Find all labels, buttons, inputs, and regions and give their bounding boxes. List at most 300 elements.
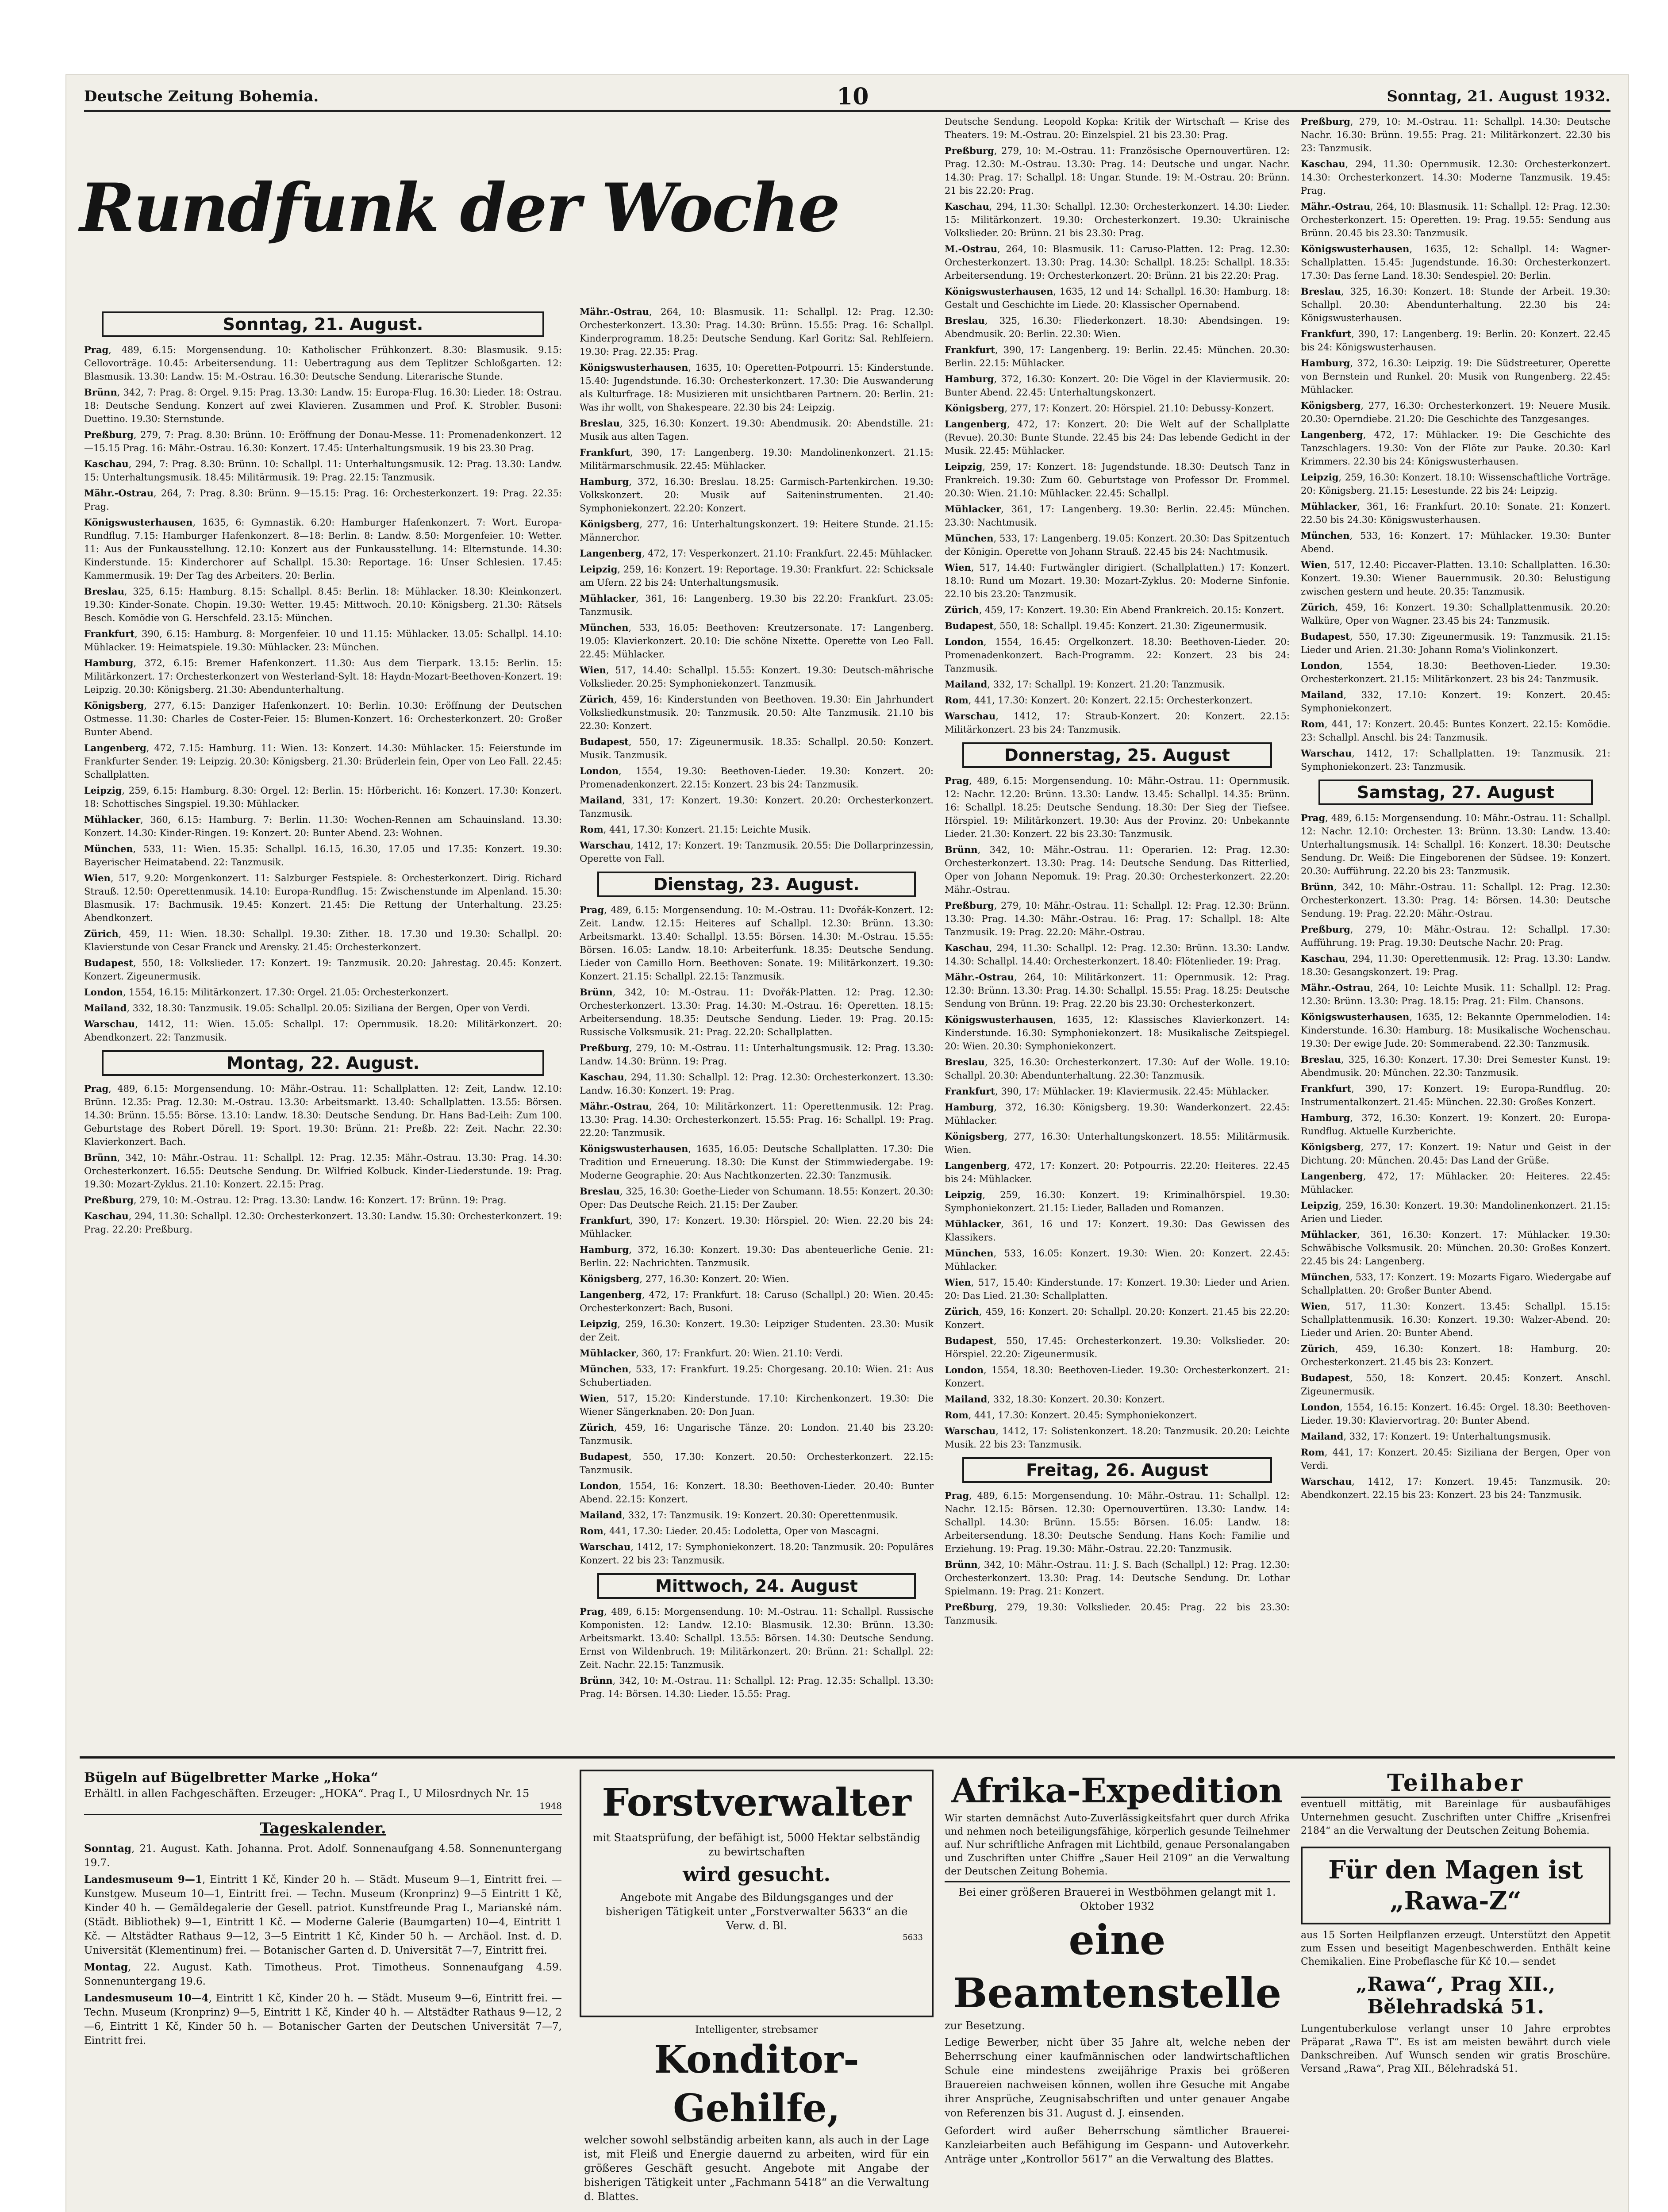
program-entry: Hamburg, 372, 16.30: Leipzig. 19: Die Südstreeturer, Operette von Bernstein und Runkel. 20: Musik von Rungenberg. 22.45: Mühlacker. xyxy=(1301,357,1610,395)
forstverwalter-title: Forstverwalter xyxy=(602,1780,911,1825)
program-entry: Königsberg, 277, 17: Konzert. 19: Natur und Geist in der Dichtung. 20: München. 20.45: Das Land der Grüße. xyxy=(1301,1141,1610,1166)
station-name: Kaschau xyxy=(84,1210,129,1221)
program-entry: Leipzig, 259, 16.30: Konzert. 19.30: Mandolinenkonzert. 21.15: Arien und Lieder. xyxy=(1301,1200,1610,1224)
station-name: Rom xyxy=(945,1409,969,1421)
day-heading-saturday: Samstag, 27. August xyxy=(1318,780,1593,805)
program-entry: Budapest, 550, 17.30: Konzert. 20.50: Orchesterkonzert. 22.15: Tanzmusik. xyxy=(580,1451,934,1475)
station-name: Zürich xyxy=(1301,602,1335,613)
program-entry: Mähr.-Ostrau, 264, 7: Prag. 8.30: Brünn. 9—15.15: Prag. 16: Orchesterkonzert. 19: Prag. 22.35: Prag. xyxy=(84,488,562,512)
program-entry: Wien, 517, 15.20: Kinderstunde. 17.10: Kirchenkonzert. 19.30: Die Wiener Sängerknaben. 20: Don Juan. xyxy=(580,1393,934,1417)
program-entry: Mühlacker, 361, 16: Langenberg. 19.30 bis 22.20: Frankfurt. 23.05: Tanzmusik. xyxy=(580,593,934,617)
program-entry: Frankfurt, 390, 17: Mühlacker. 19: Klaviermusik. 22.45: Mühlacker. xyxy=(945,1086,1269,1097)
station-name: Königsberg xyxy=(1301,1141,1361,1152)
program-entry: Preßburg, 279, 19.30: Volkslieder. 20.45: Prag. 22 bis 23.30: Tanzmusik. xyxy=(945,1601,1290,1626)
program-entry: Sonntag, 21. August. Kath. Johanna. Prot. Adolf. Sonnenaufgang 4.58. Sonnenuntergang 19.7. xyxy=(84,1843,562,1869)
station-name: Breslau xyxy=(945,1056,985,1068)
program-entry: Zürich, 459, 16: Konzert. 20: Schallpl. 20.20: Konzert. 21.45 bis 22.20: Konzert. xyxy=(945,1306,1290,1330)
program-entry: München, 533, 16: Konzert. 17: Mühlacker. 19.30: Bunter Abend. xyxy=(1301,530,1610,554)
program-entry: Königsberg, 277, 6.15: Danziger Hafenkonzert. 10: Berlin. 10.30: Eröffnung der Deutschen Ostmesse. 11.30: Charles de Coster-Feier. 15: Blumen-Konzert. 16: Orchesterkonzert. 20: Großer Bunter Abend. xyxy=(84,700,562,737)
station-name: Mähr.-Ostrau xyxy=(580,306,650,317)
program-entry: Montag, 22. August. Kath. Timotheus. Prot. Timotheus. Sonnenaufgang 4.59. Sonnenuntergang 19.6. xyxy=(84,1961,562,1987)
program-entry: Frankfurt, 390, 17: Langenberg. 19.30: Mandolinenkonzert. 21.15: Militärmarschmusik. 22.45: Mühlacker. xyxy=(580,447,934,471)
station-name: Warschau xyxy=(580,840,631,851)
program-entry: Warschau, 1412, 17: Konzert. 19: Tanzmusik. 20.55: Die Dollarprinzessin, Operette von Fall. xyxy=(580,840,934,864)
station-name: Sonntag xyxy=(84,1843,132,1855)
program-entry: Mailand, 332, 18.30: Konzert. 20.30: Konzert. xyxy=(945,1394,1165,1405)
station-name: Budapest xyxy=(580,736,629,747)
station-name: Mailand xyxy=(945,1394,988,1405)
station-name: Langenberg xyxy=(1301,429,1363,440)
station-name: Montag xyxy=(84,1961,128,1973)
station-name: Prag xyxy=(84,1083,109,1094)
program-entry: Warschau, 1412, 17: Straub-Konzert. 20: Konzert. 22.15: Militärkonzert. 23 bis 24: Tanzmusik. xyxy=(945,710,1290,735)
program-entry: Mailand, 332, 17: Schallpl. 19: Konzert. 21.20: Tanzmusik. xyxy=(945,679,1225,690)
buegel-ad-code: 1948 xyxy=(539,1801,562,1811)
program-list-c3c xyxy=(945,1489,1290,1627)
program-entry: Mühlacker, 361, 17: Langenberg. 19.30: Berlin. 22.45: München. 23.30: Nachtmusik. xyxy=(945,503,1290,528)
station-name: Wien xyxy=(580,1393,606,1404)
program-entry: Langenberg, 472, 17: Frankfurt. 18: Caruso (Schallpl.) 20: Wien. 20.45: Orchesterkonzert: Bach, Busoni. xyxy=(580,1289,934,1313)
program-entry: Königsberg, 277, 16.30: Konzert. 20: Wien. xyxy=(580,1273,789,1284)
station-name: Landesmuseum 9—1 xyxy=(84,1874,202,1886)
station-name: Warschau xyxy=(84,1018,135,1029)
program-entry: Mähr.-Ostrau, 264, 10: Militärkonzert. 11: Opernmusik. 12: Prag. 12.30: Brünn. 13.30: Prag. 14.30: Schallpl. 15.55: Prag. 18.25: Deutsche Sendung von Brünn. 19: Prag. 22.20 bis 23.30: Orchesterkonzert. xyxy=(945,972,1290,1009)
program-entry: Wien, 517, 12.40: Piccaver-Platten. 13.10: Schallplatten. 16.30: Konzert. 19.30: Wiener Bauernmusik. 20.30: Belustigung zwischen gestern und heute. 20.35: Tanzmusik. xyxy=(1301,559,1610,597)
station-name: Mühlacker xyxy=(945,1218,1001,1229)
station-name: Brünn xyxy=(945,1559,978,1570)
program-list-c3a xyxy=(945,115,1290,736)
program-entry: London, 1554, 16.45: Orgelkonzert. 18.30: Beethoven-Lieder. 20: Promenadenkonzert. Bach-Programm. 22: Konzert. 23 bis 24: Tanzmusik. xyxy=(945,636,1290,674)
beamten-title: eine Beamtenstelle xyxy=(953,1916,1282,2017)
program-entry: Leipzig, 259, 16.30: Konzert. 18.10: Wissenschaftliche Vorträge. 20: Königsberg. 21.15: Lesestunde. 22 bis 24: Leipzig. xyxy=(1301,472,1610,496)
station-name: Kaschau xyxy=(945,942,989,953)
program-entry: London, 1554, 16.15: Militärkonzert. 17.30: Orgel. 21.05: Orchesterkonzert. xyxy=(84,987,449,998)
forstverwalter-body2: Angebote mit Angabe des Bildungsganges und der bisherigen Tätigkeit unter „Forstverwalter 5633“ an die Verw. d. Bl. xyxy=(605,1891,908,1932)
program-entry: Preßburg, 279, 10: M.-Ostrau. 12: Prag. 13.30: Landw. 16: Konzert. 17: Brünn. 19: Prag. xyxy=(84,1194,507,1206)
station-name: Rom xyxy=(580,824,603,835)
program-entry: Landesmuseum 10—4, Eintritt 1 Kč, Kinder 20 h. — Städt. Museum 9—6, Eintritt frei. — Techn. Museum (Kronprinz) 9—5, Eintritt 1 Kč, Kinder 40 h. — Altstädter Rathaus 9—12, 2—6, Eintritt 1 Kč, Kinder 50 h. — Botanischer Garten der Deutschen Universität 7—7, Eintritt frei. xyxy=(84,1992,562,2047)
program-entry: Frankfurt, 390, 17: Langenberg. 19: Berlin. 20: Konzert. 22.45 bis 24: Königswusterhausen. xyxy=(1301,328,1610,353)
day-heading-monday: Montag, 22. August. xyxy=(102,1050,544,1076)
station-name: Mühlacker xyxy=(580,1348,636,1359)
column-1 xyxy=(84,305,562,1239)
station-name: Zürich xyxy=(580,694,614,705)
station-name: Breslau xyxy=(84,586,124,597)
program-entry: Frankfurt, 390, 17: Konzert. 19: Europa-Rundflug. 20: Instrumentalkonzert. 21.45: München. 22.30: Großes Konzert. xyxy=(1301,1083,1610,1107)
program-entry: Rom, 441, 17: Konzert. 20.45: Buntes Konzert. 22.15: Komödie. 23: Schallpl. Anschl. bis 24: Tanzmusik. xyxy=(1301,718,1610,743)
station-name: Mühlacker xyxy=(580,593,636,604)
day-heading-friday: Freitag, 26. August xyxy=(962,1457,1272,1483)
station-name: Königswusterhausen xyxy=(84,517,193,528)
program-entry: Königswusterhausen, 1635, 12 und 14: Schallpl. 16.30: Hamburg. 18: Gestalt und Geschichte im Liede. 20: Klassischer Opernabend. xyxy=(945,286,1290,310)
program-entry: Mähr.-Ostrau, 264, 10: Blasmusik. 11: Schallpl. 12: Prag. 12.30: Orchesterkonzert. 13.30: Prag. 14.30: Brünn. 15.55: Prag. 16: Schallpl. Kinderprogramm. 18.25: Deutsche Sendung. Karl Goritz: Sal. Rehlfeiern. 19.30: Prag. 22.35: Prag. xyxy=(580,306,934,357)
station-name: Königswusterhausen xyxy=(1301,243,1410,254)
station-name: Mähr.-Ostrau xyxy=(1301,982,1371,993)
program-entry: Frankfurt, 390, 6.15: Hamburg. 8: Morgenfeier. 10 und 11.15: Mühlacker. 13.05: Schallpl. 14.10: Mühlacker. 19: Heimatspiele. 19.30: Mühlacker. 23: München. xyxy=(84,628,562,653)
program-entry: Breslau, 325, 16.30: Orchesterkonzert. 17.30: Auf der Wolle. 19.10: Schallpl. 20.30: Abendunterhaltung. 22.30: Tanzmusik. xyxy=(945,1056,1290,1081)
station-name: Brünn xyxy=(1301,881,1334,892)
program-entry: Preßburg, 279, 7: Prag. 8.30: Brünn. 10: Eröffnung der Donau-Messe. 11: Promenadenkonzert. 12—15.15 Prag. 16: Mähr.-Ostrau. 16.30: Konzert. 17.45: Unterhaltungsmusik. 19 bis 23.30 Prag. xyxy=(84,429,562,453)
station-name: Mühlacker xyxy=(84,814,141,825)
konditor-kicker: Intelligenter, strebsamer xyxy=(695,2024,818,2035)
program-entry: München, 533, 16.05: Beethoven: Kreutzersonate. 17: Langenberg. 19.05: Klavierkonzert. 20.10: Die schöne Nixette. Operette von Leo Fall. 22.45: Mühlacker. xyxy=(580,622,934,660)
program-entry: Leipzig, 259, 16: Konzert. 19: Reportage. 19.30: Frankfurt. 22: Schicksale am Ufern. 22 bis 24: Unterhaltungsmusik. xyxy=(580,564,934,588)
program-entry: München, 533, 11: Wien. 15.35: Schallpl. 16.15, 16.30, 17.05 und 17.35: Konzert. 19.30: Bayerischer Heimatabend. 22: Tanzmusik. xyxy=(84,843,562,868)
header-left: Deutsche Zeitung Bohemia. xyxy=(84,88,319,105)
station-name: Preßburg xyxy=(84,429,134,440)
program-entry: Hamburg, 372, 16.30: Breslau. 18.25: Garmisch-Partenkirchen. 19.30: Volkskonzert. 20: Musik auf Saiteninstrumenten. 21.40: Symphoniekonzert. 22.20: Konzert. xyxy=(580,476,934,514)
program-entry: Prag, 489, 6.15: Morgensendung. 10: M.-Ostrau. 11: Schallpl. Russische Komponisten. 12: Landw. 12.10: Blasmusik. 12.30: Brünn. 13.30: Arbeitsmarkt. 13.40: Schallpl. 13.55: Börsen. 14.30: Deutsche Sendung. Ernst von Wildenbruch. 19: Militärkonzert. 20: Brünn. 21: Schallpl. 22: Zeit. Nachr. 22.15: Tanzmusik. xyxy=(580,1606,934,1670)
program-entry: Wien, 517, 15.40: Kinderstunde. 17: Konzert. 19.30: Lieder und Arien. 20: Das Lied. 21.30: Schallplatten. xyxy=(945,1277,1290,1301)
program-entry: Kaschau, 294, 11.30: Schallpl. 12: Prag. 12.30: Orchesterkonzert. 13.30: Landw. 16.30: Konzert. 19: Prag. xyxy=(580,1071,934,1096)
station-name: München xyxy=(1301,1271,1350,1283)
program-entry: Breslau, 325, 16.30: Goethe-Lieder von Schumann. 18.55: Konzert. 20.30: Oper: Das Deutsche Reich. 21.15: Der Zauber. xyxy=(580,1186,934,1210)
station-name: Leipzig xyxy=(945,461,983,472)
program-entry: Wien, 517, 14.40: Schallpl. 15.55: Konzert. 19.30: Deutsch-mährische Volkslieder. 20.25: Symphoniekonzert. Tanzmusik. xyxy=(580,664,934,689)
station-name: Mailand xyxy=(945,679,988,690)
program-entry: Rom, 441, 17.30: Konzert. 21.15: Leichte Musik. xyxy=(580,824,811,835)
rawaz-body: aus 15 Sorten Heilpflanzen erzeugt. Unterstützt den Appetit zum Essen und beseitigt Magenbeschwerden. Enthält keine Chemikalien. Eine Probeflasche für Kč 10.— sendet xyxy=(1301,1930,1610,1967)
program-entry: Mailand, 332, 18.30: Tanzmusik. 19.05: Schallpl. 20.05: Siziliana der Bergen, Oper von Verdi. xyxy=(84,1002,530,1014)
station-name: Hamburg xyxy=(1301,357,1350,369)
station-name: Frankfurt xyxy=(580,447,630,458)
station-name: Warschau xyxy=(1301,748,1352,759)
program-entry: Zürich, 459, 16: Kinderstunden von Beethoven. 19.30: Ein Jahrhundert Volksliedkunstmusik. 20: Tanzmusik. 20.50: Alte Tanzmusik. 21.10 bis 22.30: Konzert. xyxy=(580,694,934,731)
program-entry: Preßburg, 279, 10: M.-Ostrau. 11: Französische Opernouvertüren. 12: Prag. 12.30: M.-Ostrau. 13.30: Prag. 14: Deutsche und ungar. Nachr. 14.30: Prag. 17: Schallpl. 18: Ungar. Stunde. 19: M.-Ostrau. 20: Brünn. 21 bis 22.20: Prag. xyxy=(945,145,1290,196)
station-name: Preßburg xyxy=(945,900,994,911)
station-name: London xyxy=(945,636,984,647)
program-entry: Kaschau, 294, 11.30: Schallpl. 12.30: Orchesterkonzert. 13.30: Landw. 15.30: Orchesterkonzert. 19: Prag. 22.20: Preßburg. xyxy=(84,1210,562,1235)
station-name: Königsberg xyxy=(580,1273,640,1284)
station-name: Preßburg xyxy=(1301,116,1350,127)
program-entry: Budapest, 550, 18: Konzert. 20.45: Konzert. Anschl. Zigeunermusik. xyxy=(1301,1372,1610,1397)
program-entry: Prag, 489, 6.15: Morgensendung. 10: Mähr.-Ostrau. 11: Schallpl. 12: Nachr. 12.10: Orchester. 13: Brünn. 13.30: Landw. 13.40: Unterhaltungsmusik. 14: Schallpl. 16: Konzert. 18.30: Deutsche Sendung. Dr. Weiß: Die Eingeborenen der Südsee. 19: Konzert. 20.30: Aufführung. 22.20 bis 23: Tanzmusik. xyxy=(1301,812,1610,876)
station-name: Brünn xyxy=(84,1152,117,1163)
station-name: Zürich xyxy=(580,1422,614,1433)
station-name: Prag xyxy=(945,1490,969,1501)
program-entry: Kaschau, 294, 11.30: Schallpl. 12: Prag. 12.30: Brünn. 13.30: Landw. 14.30: Schallpl. 14.40: Orchesterkonzert. 18.40: Flötenlieder. 19: Prag. xyxy=(945,942,1290,967)
program-entry: Hamburg, 372, 16.30: Konzert. 19: Konzert. 20: Europa-Rundflug. Aktuelle Kurzberichte. xyxy=(1301,1112,1610,1137)
station-name: Kaschau xyxy=(580,1071,624,1083)
newspaper-page xyxy=(66,75,1628,2212)
ads-divider xyxy=(80,1756,1615,1759)
station-name: Kaschau xyxy=(1301,158,1345,169)
station-name: München xyxy=(945,1248,994,1259)
program-entry: Warschau, 1412, 17: Solistenkonzert. 18.20: Tanzmusik. 20.20: Leichte Musik. 22 bis 23: Tanzmusik. xyxy=(945,1425,1290,1450)
program-list-c1a xyxy=(84,343,562,1044)
station-name: Langenberg xyxy=(580,548,642,559)
program-entry: Mailand, 332, 17: Tanzmusik. 19: Konzert. 20.30: Operettenmusik. xyxy=(580,1509,898,1521)
program-entry: Königswusterhausen, 1635, 10: Operetten-Potpourri. 15: Kinderstunde. 15.40: Jugendstunde. 16.30: Orchesterkonzert. 17.30: Die Auswanderung als Kulturfrage. 18: Musizieren mit unsichtbaren Partnern. 20: Berlin. 21: Was ihr wollt, von Shakespeare. 22.30 bis 24: Leipzig. xyxy=(580,362,934,413)
station-name: Frankfurt xyxy=(580,1215,630,1226)
program-list-c2c xyxy=(580,1605,934,1701)
station-name: Landesmuseum 10—4 xyxy=(84,1992,209,2004)
station-name: Preßburg xyxy=(580,1042,629,1053)
program-entry: Königswusterhausen, 1635, 12: Schallpl. 14: Wagner-Schallplatten. 15.45: Jugendstunde. 16.30: Orchesterkonzert. 17.30: Das ferne Land. 18.30: Sendespiel. 20: Berlin. xyxy=(1301,243,1610,281)
program-entry: Budapest, 550, 18: Schallpl. 19.45: Konzert. 21.30: Zigeunermusik. xyxy=(945,620,1267,631)
station-name: Königsberg xyxy=(945,1131,1005,1142)
program-entry: Zürich, 459, 16: Konzert. 19.30: Schallplattenmusik. 20.20: Walküre, Oper von Wagner. 23.45 bis 24: Tanzmusik. xyxy=(1301,602,1610,626)
station-name: München xyxy=(945,533,994,544)
station-name: Mühlacker xyxy=(1301,501,1357,512)
program-entry: Königswusterhausen, 1635, 16.05: Deutsche Schallplatten. 17.30: Die Tradition und Erneuerung. 18.30: Die Kunst der Stimmwiedergabe. 19: Moderne Geographie. 20: Aus Nachtkonzerten. 22.30: Tanzmusik. xyxy=(580,1143,934,1181)
program-list-c3b xyxy=(945,774,1290,1451)
program-list-c2b xyxy=(580,903,934,1567)
station-name: London xyxy=(580,1480,619,1491)
station-name: München xyxy=(84,843,133,854)
station-name: Budapest xyxy=(1301,1372,1350,1383)
program-entry: München, 533, 16.05: Konzert. 19.30: Wien. 20: Konzert. 22.45: Mühlacker. xyxy=(945,1248,1290,1272)
station-name: Rom xyxy=(580,1525,603,1536)
program-entry: Wien, 517, 14.40: Furtwängler dirigiert. (Schallplatten.) 17: Konzert. 18.10: Rund um Mozart. 19.30: Mozart-Zyklus. 20: Moderne Sinfonie. 22.10 bis 23.20: Tanzmusik. xyxy=(945,562,1290,599)
day-heading-thursday: Donnerstag, 25. August xyxy=(962,742,1272,768)
station-name: Mailand xyxy=(84,1002,127,1014)
program-entry: Brünn, 342, 10: M.-Ostrau. 11: Schallpl. 12: Prag. 12.35: Schallpl. 13.30: Prag. 14: Börsen. 14.30: Lieder. 15.55: Prag. xyxy=(580,1675,934,1699)
station-name: Hamburg xyxy=(945,373,994,384)
program-entry: München, 533, 17: Konzert. 19: Mozarts Figaro. Wiedergabe auf Schallplatten. 20: Großer Bunter Abend. xyxy=(1301,1271,1610,1296)
station-name: Frankfurt xyxy=(1301,328,1352,339)
program-entry: Mühlacker, 361, 16 und 17: Konzert. 19.30: Das Gewissen des Klassikers. xyxy=(945,1218,1290,1243)
program-entry: Breslau, 325, 16.30: Konzert. 17.30: Drei Semester Kunst. 19: Abendmusik. 20: München. 22.30: Tanzmusik. xyxy=(1301,1054,1610,1078)
program-entry: Hamburg, 372, 16.30: Königsberg. 19.30: Wanderkonzert. 22.45: Mühlacker. xyxy=(945,1102,1290,1126)
station-name: Brünn xyxy=(945,844,978,855)
konditor-body: welcher sowohl selbständig arbeiten kann, als auch in der Lage ist, mit Fleiß und Energie dauernd zu arbeiten, wird für ein größeres Geschäft gesucht. Angebote mit Angabe der bisherigen Tätigkeit unter „Fachmann 5418“ an die Verwaltung d. Blattes. xyxy=(584,2134,929,2203)
station-name: Budapest xyxy=(580,1451,629,1462)
program-entry: Preßburg, 279, 10: Mähr.-Ostrau. 12: Schallpl. 17.30: Aufführung. 19: Prag. 19.30: Deutsche Nachr. 20: Prag. xyxy=(1301,924,1610,948)
station-name: London xyxy=(1301,660,1340,671)
konditor-title: Konditor-Gehilfe, xyxy=(654,2037,859,2131)
station-name: London xyxy=(580,765,619,776)
program-entry: Langenberg, 472, 7.15: Hamburg. 11: Wien. 13: Konzert. 14.30: Mühlacker. 15: Feierstunde im Frankfurter Sender. 19: Leipzig. 20.30: Königsberg. 21.30: Brüderlein fein, Oper von Leo Fall. 22.45: Schallplatten. xyxy=(84,742,562,780)
program-entry: Brünn, 342, 10: M.-Ostrau. 11: Dvořák-Platten. 12: Prag. 12.30: Orchesterkonzert. 13.30: Prag. 14.30: M.-Ostrau. 16: Operetten. 18.15: Arbeitersendung. 18.35: Deutsche Sendung. Lieder. 19: Prag. 20.15: Russische Volksmusik. 21: Prag. 22.20: Schallplatten. xyxy=(580,987,934,1037)
station-name: Kaschau xyxy=(1301,953,1345,964)
station-name: Hamburg xyxy=(580,476,629,487)
program-entry: Kaschau, 294, 11.30: Schallpl. 12.30: Orchesterkonzert. 14.30: Lieder. 15: Militärkonzert. 19.30: Orchesterkonzert. 19.30: Ukrainische Volkslieder. 20: Brünn. 21 bis 23.30: Prag. xyxy=(945,201,1290,238)
program-list-c1b xyxy=(84,1082,562,1236)
station-name: Mähr.-Ostrau xyxy=(84,488,154,499)
station-name: Zürich xyxy=(84,928,119,939)
rawaz-body2: Lungentuberkulose verlangt unser 10 Jahre erprobtes Präparat „Rawa T“. Es ist am meisten bewährt durch viele Dankschreiben. Auf Wunsch senden wir gratis Broschüre. Versand „Rawa“, Prag XII., Bělehradská 51. xyxy=(1301,2024,1610,2074)
station-name: Breslau xyxy=(1301,286,1341,297)
rawaz-ad xyxy=(1301,1847,1610,1924)
station-name: Langenberg xyxy=(945,1160,1007,1171)
day-heading-wednesday: Mittwoch, 24. August xyxy=(597,1573,916,1599)
day-heading-tuesday: Dienstag, 23. August. xyxy=(597,872,916,897)
station-name: Leipzig xyxy=(580,564,618,575)
column-4 xyxy=(1301,115,1610,1504)
program-entry: Preßburg, 279, 10: Mähr.-Ostrau. 11: Schallpl. 12: Prag. 12.30: Brünn. 13.30: Prag. 14.30: Mähr.-Ostrau. 16: Prag. 17: Schallpl. 18: Alte Tanzmusik. 19: Prag. 22.20: Mähr.-Ostrau. xyxy=(945,900,1290,937)
program-entry: Landesmuseum 9—1, Eintritt 1 Kč, Kinder 20 h. — Städt. Museum 9—1, Eintritt frei. — Kunstgew. Museum 10—1, Eintritt frei. — Techn. Museum (Kronprinz) 9—5 Eintritt 1 Kč, Kinder 40 h. — Gemäldegalerie der Gesell. patriot. Kunstfreunde Prag I., Marianské nám. (Städt. Bibliothek) 9—1, Eintritt 1 Kč. — Moderne Galerie (Baumgarten) 10—4, Eintritt 1 Kč. — Altstädter Rathaus 9—12, 3—5 Eintritt 1 Kč, Kinder 50 h. — Archäol. Inst. d. D. Universität (Klementinum) frei. — Botanischer Garten d. D. Universität 7—7, Eintritt frei. xyxy=(84,1874,562,1956)
program-entry: Rom, 441, 17.30: Konzert. 20: Konzert. 22.15: Orchesterkonzert. xyxy=(945,695,1253,706)
station-name: Wien xyxy=(84,872,111,883)
station-name: Leipzig xyxy=(84,785,122,796)
forstverwalter-highlight: wird gesucht. xyxy=(683,1863,830,1886)
station-name: Budapest xyxy=(945,620,994,631)
program-entry: Mühlacker, 361, 16.30: Konzert. 17: Mühlacker. 19.30: Schwäbische Volksmusik. 20: München. 20.30: Großes Konzert. 22.45 bis 24: Langenberg. xyxy=(1301,1229,1610,1267)
ads-column-1 xyxy=(84,1770,562,2212)
buegel-ad-title: Bügeln auf Bügelbretter Marke „Hoka“ xyxy=(84,1770,378,1786)
station-name: Wien xyxy=(945,562,971,573)
masthead: Rundfunk der Woche xyxy=(80,169,839,247)
teilhaber-body: eventuell mittätig, mit Bareinlage für ausbaufähiges Unternehmen gesucht. Zuschriften unter Chiffre „Krisenfrei 2184“ an die Verwaltung der Deutschen Zeitung Bohemia. xyxy=(1301,1799,1610,1836)
program-entry: Mühlacker, 361, 16: Frankfurt. 20.10: Sonate. 21: Konzert. 22.50 bis 24.30: Königswusterhausen. xyxy=(1301,501,1610,525)
station-name: Zürich xyxy=(945,1306,979,1317)
rawaz-title: Für den Magen ist „Rawa-Z“ xyxy=(1328,1855,1583,1916)
column-2 xyxy=(580,305,934,1703)
program-list-c2a xyxy=(580,305,934,865)
station-name: Königswusterhausen xyxy=(945,286,1053,297)
program-entry: Brünn, 342, 10: Mähr.-Ostrau. 11: Schallpl. 12: Prag. 12.30: Orchesterkonzert. 13.30: Prag. 14: Börsen. 14.30: Deutsche Sendung. 19: Prag. 22.20: Mähr.-Ostrau. xyxy=(1301,881,1610,919)
station-name: Brünn xyxy=(84,387,117,398)
station-name: Warschau xyxy=(945,1425,996,1436)
program-entry: Breslau, 325, 16.30: Fliederkonzert. 18.30: Abendsingen. 19: Abendmusik. 20: Berlin. 22.30: Wien. xyxy=(945,315,1290,339)
station-name: Brünn xyxy=(580,1675,613,1686)
station-name: Hamburg xyxy=(1301,1112,1350,1123)
ads-column-4 xyxy=(1301,1770,1610,2212)
program-entry: Frankfurt, 390, 17: Langenberg. 19: Berlin. 22.45: München. 20.30: Berlin. 22.15: Mühlacker. xyxy=(945,344,1290,369)
station-name: Preßburg xyxy=(1301,924,1350,935)
program-entry: Mühlacker, 360, 17: Frankfurt. 20: Wien. 21.10: Verdi. xyxy=(580,1348,843,1359)
station-name: M.-Ostrau xyxy=(945,243,998,254)
program-entry: Budapest, 550, 17: Zigeunermusik. 18.35: Schallpl. 20.50: Konzert. Musik. Tanzmusik. xyxy=(580,736,934,760)
program-entry: Langenberg, 472, 17: Vesperkonzert. 21.10: Frankfurt. 22.45: Mühlacker. xyxy=(580,548,933,559)
station-name: München xyxy=(580,1363,629,1375)
station-name: Zürich xyxy=(945,604,979,615)
program-entry: Wien, 517, 11.30: Konzert. 13.45: Schallpl. 15.15: Schallplattenmusik. 16.30: Konzert. 19.30: Walzer-Abend. 20: Lieder und Arien. 20: Bunter Abend. xyxy=(1301,1301,1610,1338)
page-header xyxy=(84,83,1610,112)
station-name: Mühlacker xyxy=(945,503,1001,515)
station-name: London xyxy=(84,987,123,998)
station-name: Wien xyxy=(1301,559,1327,570)
program-entry: Frankfurt, 390, 17: Konzert. 19.30: Hörspiel. 20: Wien. 22.20 bis 24: Mühlacker. xyxy=(580,1215,934,1239)
beamten-lead: Bei einer größeren Brauerei in Westböhmen gelangt mit 1. Oktober 1932 xyxy=(958,1886,1276,1912)
station-name: Kaschau xyxy=(945,201,989,212)
afrika-title: Afrika-Expedition xyxy=(951,1771,1283,1810)
station-name: Leipzig xyxy=(945,1189,983,1200)
station-name: Breslau xyxy=(580,418,620,429)
station-name: Preßburg xyxy=(945,1601,994,1613)
station-name: Königswusterhausen xyxy=(945,1014,1053,1025)
station-name: Budapest xyxy=(945,1335,994,1346)
beamten-sub: zur Besetzung. xyxy=(945,2020,1025,2032)
station-name: München xyxy=(1301,530,1350,541)
station-name: Warschau xyxy=(580,1541,631,1552)
station-name: Breslau xyxy=(945,315,985,326)
konditor-ad xyxy=(580,2017,934,2211)
program-entry: Brünn, 342, 10: Mähr.-Ostrau. 11: J. S. Bach (Schallpl.) 12: Prag. 12.30: Orchesterkonzert. 13.30: Prag. 14: Deutsche Sendung. Dr. Lothar Spielmann. 19: Prag. 21: Konzert. xyxy=(945,1559,1290,1597)
afrika-body: Wir starten demnächst Auto-Zuverlässigkeitsfahrt quer durch Afrika und nehmen noch beteiligungsfähige, körperlich gesunde Teilnehmer auf. Nur schriftliche Anfragen mit Lichtbild, genaue Personalangaben und Zuschriften unter Chiffre „Sauer Heil 2109“ an die Verwaltung der Deutschen Zeitung Bohemia. xyxy=(945,1813,1290,1877)
program-entry: London, 1554, 18.30: Beethoven-Lieder. 19.30: Orchesterkonzert. 21.15: Militärkonzert. 23 bis 24: Tanzmusik. xyxy=(1301,660,1610,684)
tageskalender-title: Tageskalender. xyxy=(260,1820,386,1837)
station-name: Budapest xyxy=(1301,631,1350,642)
station-name: Zürich xyxy=(1301,1343,1335,1354)
station-name: Warschau xyxy=(945,710,996,722)
program-entry: Königsberg, 277, 17: Konzert. 20: Hörspiel. 21.10: Debussy-Konzert. xyxy=(945,403,1274,414)
station-name: Prag xyxy=(580,1606,604,1617)
program-entry: Mühlacker, 360, 6.15: Hamburg. 7: Berlin. 11.30: Wochen-Rennen am Schauinsland. 13.30: Konzert. 14.30: Kinder-Ringen. 19: Konzert. 20: Bunter Abend. 23: Wohnen. xyxy=(84,814,562,838)
program-entry: Mailand, 331, 17: Konzert. 19.30: Konzert. 20.20: Orchesterkonzert. Tanzmusik. xyxy=(580,795,934,819)
station-name: Langenberg xyxy=(580,1289,642,1300)
program-entry: Rom, 441, 17: Konzert. 20.45: Siziliana der Bergen, Oper von Verdi. xyxy=(1301,1447,1610,1471)
program-entry: Budapest, 550, 17.30: Zigeunermusik. 19: Tanzmusik. 21.15: Lieder und Arien. 21.30: Johann Roma's Violinkonzert. xyxy=(1301,631,1610,655)
program-entry: Kaschau, 294, 7: Prag. 8.30: Brünn. 10: Schallpl. 11: Unterhaltungsmusik. 12: Prag. 13.30: Landw. 15: Unterhaltungsmusik. 18.45: Militärmusik. 19: Prag. 22.15: Tanzmusik. xyxy=(84,458,562,483)
station-name: Rom xyxy=(1301,1447,1325,1458)
program-entry: Warschau, 1412, 11: Wien. 15.05: Schallpl. 17: Opernmusik. 18.20: Militärkonzert. 20: Abendkonzert. 22: Tanzmusik. xyxy=(84,1018,562,1043)
program-entry: Rom, 441, 17.30: Konzert. 20.45: Symphoniekonzert. xyxy=(945,1409,1197,1421)
program-entry: Langenberg, 472, 17: Konzert. 20: Die Welt auf der Schallplatte (Revue). 20.30: Bunte Stunde. 22.45 bis 24: Das lebende Gedicht in der Musik. 22.45: Mühlacker. xyxy=(945,419,1290,456)
program-list-c4a xyxy=(1301,115,1610,773)
program-entry: M.-Ostrau, 264, 10: Blasmusik. 11: Caruso-Platten. 12: Prag. 12.30: Orchesterkonzert. 13.30: Prag. 14.30: Schallpl. 18.25: Schallpl. 18.35: Arbeitersendung. 19: Orchesterkonzert. 20: Brünn. 21 bis 22.20: Prag. xyxy=(945,243,1290,281)
station-name: Wien xyxy=(1301,1301,1327,1312)
station-name: Königsberg xyxy=(1301,400,1361,411)
program-entry: Breslau, 325, 16.30: Konzert. 18: Stunde der Arbeit. 19.30: Schallpl. 20.30: Abendunterhaltung. 22.30 bis 24: Königswusterhausen. xyxy=(1301,286,1610,323)
program-entry: Deutsche Sendung. Leopold Kopka: Kritik der Wirtschaft — Krise des Theaters. 19: M.-Ostrau. 20: Einzelspiel. 21 bis 23.30: Prag. xyxy=(945,116,1290,140)
station-name: Wien xyxy=(580,664,606,676)
program-entry: Brünn, 342, 10: Mähr.-Ostrau. 11: Operarien. 12: Prag. 12.30: Orchesterkonzert. 13.30: Prag. 14: Deutsche Sendung. Das Ritterlied, Oper von Johann Nepomuk. 19: Prag. 20.30: Orchesterkonzert. 22.20: Mähr.-Ostrau. xyxy=(945,844,1290,895)
program-entry: Mähr.-Ostrau, 264, 10: Militärkonzert. 11: Operettenmusik. 12: Prag. 13.30: Prag. 14.30: Orchesterkonzert. 15.55: Prag. 16: Schallpl. 19: Prag. 22.20: Tanzmusik. xyxy=(580,1101,934,1138)
station-name: Breslau xyxy=(580,1186,620,1197)
beamten-body2: Gefordert wird außer Beherrschung sämtlicher Brauerei-Kanzleiarbeiten auch Befähigung im Gespann- und Autoverkehr. Anträge unter „Kontrollor 5617“ an die Verwaltung des Blattes. xyxy=(945,2125,1290,2165)
station-name: London xyxy=(1301,1402,1340,1413)
program-entry: Hamburg, 372, 16.30: Konzert. 19.30: Das abenteuerliche Genie. 21: Berlin. 22: Nachrichten. Tanzmusik. xyxy=(580,1244,934,1268)
station-name: Leipzig xyxy=(1301,472,1339,483)
station-name: Mailand xyxy=(1301,689,1344,700)
column-3 xyxy=(945,115,1290,1630)
station-name: München xyxy=(580,622,629,633)
station-name: Leipzig xyxy=(1301,1200,1339,1211)
page-number: 10 xyxy=(837,83,869,110)
program-entry: Leipzig, 259, 17: Konzert. 18: Jugendstunde. 18.30: Deutsch Tanz in Frankreich. 19.30: Zum 60. Geburtstage von Professor Dr. Frommel. 20.30: Wien. 21.10: Mühlacker. 22.45: Schallpl. xyxy=(945,461,1290,499)
program-entry: Brünn, 342, 7: Prag. 8: Orgel. 9.15: Prag. 13.30: Landw. 15: Europa-Flug. 16.30: Lieder. 18: Ostrau. 18: Deutsche Sendung. Konzert auf zwei Klavieren. Zusammen und Prof. K. Strobler. Busoni: Duettino. 19.30: Sternstunde. xyxy=(84,387,562,424)
program-entry: Brünn, 342, 10: Mähr.-Ostrau. 11: Schallpl. 12: Prag. 12.35: Mähr.-Ostrau. 13.30: Prag. 14.30: Orchesterkonzert. 16.55: Deutsche Sendung. Dr. Wilfried Kolbuck. Kinder-Liederstunde. 19: Prag. 19.30: Mozart-Zyklus. 21.10: Konzert. 22.15: Prag. xyxy=(84,1152,562,1190)
program-entry: Mailand, 332, 17: Konzert. 19: Unterhaltungsmusik. xyxy=(1301,1431,1551,1442)
station-name: Mailand xyxy=(580,795,623,806)
program-entry: Prag, 489, 6.15: Morgensendung. 10: M.-Ostrau. 11: Dvořák-Konzert. 12: Zeit. Landw. 12.15: Heiteres auf Schallpl. 12.30: Brünn. 13.30: Arbeitsmarkt. 13.40: Schallpl. 13.55: Börsen. 14.30: M.-Ostrau. 15.55: Börsen. 16.05: Landw. 18.10: Arbeiterfunk. 18.35: Deutsche Sendung. Lieder von Camillo Horn. Beethoven: Sonate. 19: Militärkonzert. 19.30: Konzert. 21.15: Schallpl. 22.15: Tanzmusik. xyxy=(580,904,934,982)
program-entry: München, 533, 17: Frankfurt. 19.25: Chorgesang. 20.10: Wien. 21: Aus Schubertiaden. xyxy=(580,1363,934,1388)
program-entry: Hamburg, 372, 6.15: Bremer Hafenkonzert. 11.30: Aus dem Tierpark. 13.15: Berlin. 15: Militärkonzert. 17: Orchesterkonzert von Westerland-Sylt. 18: Haydn-Mozart-Beethoven-Konzert. 19: Leipzig. 20.30: Königsberg. 21.30: Abendunterhaltung. xyxy=(84,657,562,695)
program-entry: Königswusterhausen, 1635, 12: Bekannte Opernmelodien. 14: Kinderstunde. 16.30: Hamburg. 18: Musikalische Wochenschau. 19.30: Der ewige Jude. 20: Sommerabend. 22.30: Tanzmusik. xyxy=(1301,1011,1610,1049)
program-entry: Königsberg, 277, 16.30: Unterhaltungskonzert. 18.55: Militärmusik. Wien. xyxy=(945,1131,1290,1155)
station-name: Mähr.-Ostrau xyxy=(1301,201,1371,212)
forstverwalter-ad xyxy=(580,1770,934,2017)
station-name: Hamburg xyxy=(580,1244,629,1255)
forstverwalter-body: mit Staatsprüfung, der befähigt ist, 5000 Hektar selbständig zu bewirtschaften xyxy=(592,1832,921,1858)
station-name: Prag xyxy=(1301,812,1326,823)
program-entry: Warschau, 1412, 17: Schallplatten. 19: Tanzmusik. 21: Symphoniekonzert. 23: Tanzmusik. xyxy=(1301,748,1610,772)
station-name: Prag xyxy=(945,775,969,786)
program-entry: Breslau, 325, 16.30: Konzert. 19.30: Abendmusik. 20: Abendstille. 21: Musik aus alten Tagen. xyxy=(580,418,934,442)
station-name: Königswusterhausen xyxy=(580,362,688,373)
beamten-body: Ledige Bewerber, nicht über 35 Jahre alt, welche neben der Beherrschung einer kaufmännischen oder landwirtschaftlichen Schule eine mindestens zweijährige Praxis bei größeren Brauereien nachweisen können, wollen ihre Gesuche mit Angabe ihrer Ansprüche, Zeugnisabschriften und unter genauer Angabe von Referenzen bis 31. August d. J. einsenden. xyxy=(945,2037,1290,2119)
program-entry: London, 1554, 16.15: Konzert. 16.45: Orgel. 18.30: Beethoven-Lieder. 19.30: Klaviervortrag. 20: Bunter Abend. xyxy=(1301,1402,1610,1426)
station-name: Frankfurt xyxy=(1301,1083,1352,1094)
program-entry: Königswusterhausen, 1635, 6: Gymnastik. 6.20: Hamburger Hafenkonzert. 7: Wort. Europa-Rundflug. 7.15: Hamburger Hafenkonzert. 8—18: Berlin. 8: Landw. 8.50: Morgenfeier. 10: Wetter. 11: Aus der Funkausstellung. 12.10: Konzert aus der Funkausstellung. 14: Elternstunde. 14.30: Kinderstunde. 15: Kinderchorer auf Schallpl. 15.30: Reportage. 16: Unser Schlesien. 17.45: Kammermusik. 19: Der Tag des Arbeiters. 20: Berlin. xyxy=(84,517,562,581)
program-entry: Königsberg, 277, 16: Unterhaltungskonzert. 19: Heitere Stunde. 21.15: Männerchor. xyxy=(580,518,934,543)
program-entry: Wien, 517, 9.20: Morgenkonzert. 11: Salzburger Festspiele. 8: Orchesterkonzert. Dirig. Richard Strauß. 12.50: Operettenmusik. 14.10: Europa-Rundflug. 15: Zwischenstunde im Alpenland. 15.30: Blasmusik. 17: Bachmusik. 19.45: Konzert. 21.45: Die Rettung der Unterhaltung. 23.25: Abendkonzert. xyxy=(84,872,562,923)
forstverwalter-code: 5633 xyxy=(903,1933,923,1942)
program-entry: Leipzig, 259, 16.30: Konzert. 19.30: Leipziger Studenten. 23.30: Musik der Zeit. xyxy=(580,1318,934,1343)
station-name: Langenberg xyxy=(945,419,1007,430)
station-name: Wien xyxy=(945,1277,971,1288)
program-entry: Zürich, 459, 16.30: Konzert. 18: Hamburg. 20: Orchesterkonzert. 21.45 bis 23: Konzert. xyxy=(1301,1343,1610,1367)
program-entry: Langenberg, 472, 17: Konzert. 20: Potpourris. 22.20: Heiteres. 22.45 bis 24: Mühlacker. xyxy=(945,1160,1290,1184)
station-name: Königsberg xyxy=(84,700,144,711)
station-name: Langenberg xyxy=(1301,1171,1363,1182)
station-name: Langenberg xyxy=(84,742,146,753)
rawaz-address: „Rawa“, Prag XII., Bělehradská 51. xyxy=(1356,1973,1556,2018)
program-entry: Preßburg, 279, 10: M.-Ostrau. 11: Schallpl. 14.30: Deutsche Nachr. 16.30: Brünn. 19.55: Prag. 21: Militärkonzert. 22.30 bis 23: Tanzmusik. xyxy=(1301,116,1610,154)
station-name: Rom xyxy=(945,695,969,706)
